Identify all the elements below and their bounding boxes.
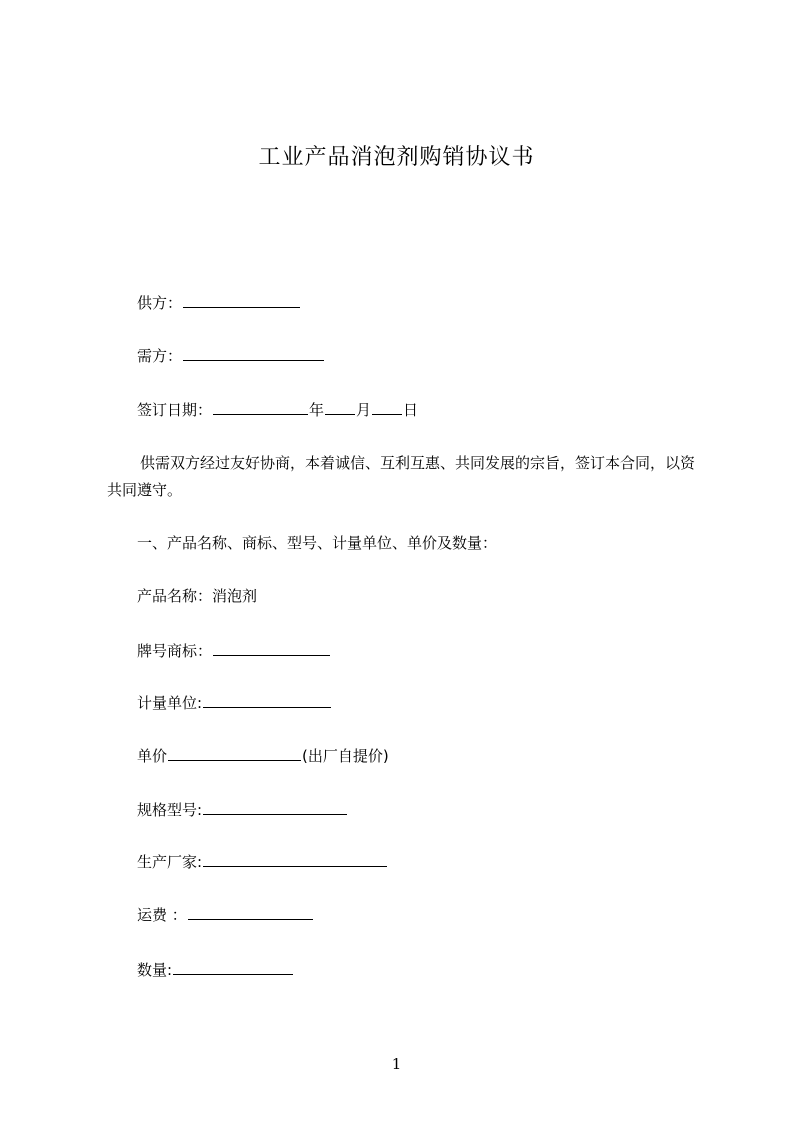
price-blank[interactable] [168,745,301,761]
unit-blank[interactable] [203,692,331,708]
quantity-label: 数量: [137,961,173,979]
manufacturer-line [137,851,388,872]
freight-label: 运费 ： [137,906,187,924]
supplier-label: 供方： [137,294,183,312]
quantity-blank[interactable] [173,959,293,975]
freight-line [137,904,314,925]
price-note: (出厂自提价) [302,747,389,765]
sign-date-label: 签订日期： [137,401,213,419]
year-blank[interactable] [213,399,308,415]
supplier-line [137,292,301,313]
spec-blank[interactable] [203,799,347,815]
day-blank[interactable] [372,399,402,415]
price-label: 单价 [137,747,168,765]
unit-line [137,692,332,713]
buyer-label: 需方： [137,347,183,365]
price-line [137,745,389,766]
brand-label: 牌号商标： [137,642,213,660]
brand-blank[interactable] [213,640,330,656]
product-name-line: 产品名称：消泡剂 [137,587,258,605]
spec-label: 规格型号: [137,801,203,819]
supplier-blank[interactable] [183,292,300,308]
manufacturer-label: 生产厂家: [137,853,203,871]
manufacturer-blank[interactable] [203,851,387,867]
freight-blank[interactable] [188,904,313,920]
buyer-blank[interactable] [183,345,324,361]
intro-paragraph: 供需双方经过友好协商，本着诚信、互利互惠、共同发展的宗旨，签订本合同，以资共同遵守。 [107,454,696,499]
spec-line [137,799,348,820]
brand-line [137,640,331,661]
buyer-line [137,345,325,366]
month-blank[interactable] [325,399,355,415]
sign-date-line [137,399,418,420]
day-label: 日 [403,401,419,419]
page-number: 1 [391,1055,402,1073]
unit-label: 计量单位: [137,694,203,712]
section1-heading: 一、产品名称、商标、型号、计量单位、单价及数量： [137,534,498,552]
document-title: 工业产品消泡剂购销协议书 [258,145,535,170]
month-label: 月 [356,401,372,419]
quantity-line [137,959,294,980]
year-label: 年 [309,401,325,419]
